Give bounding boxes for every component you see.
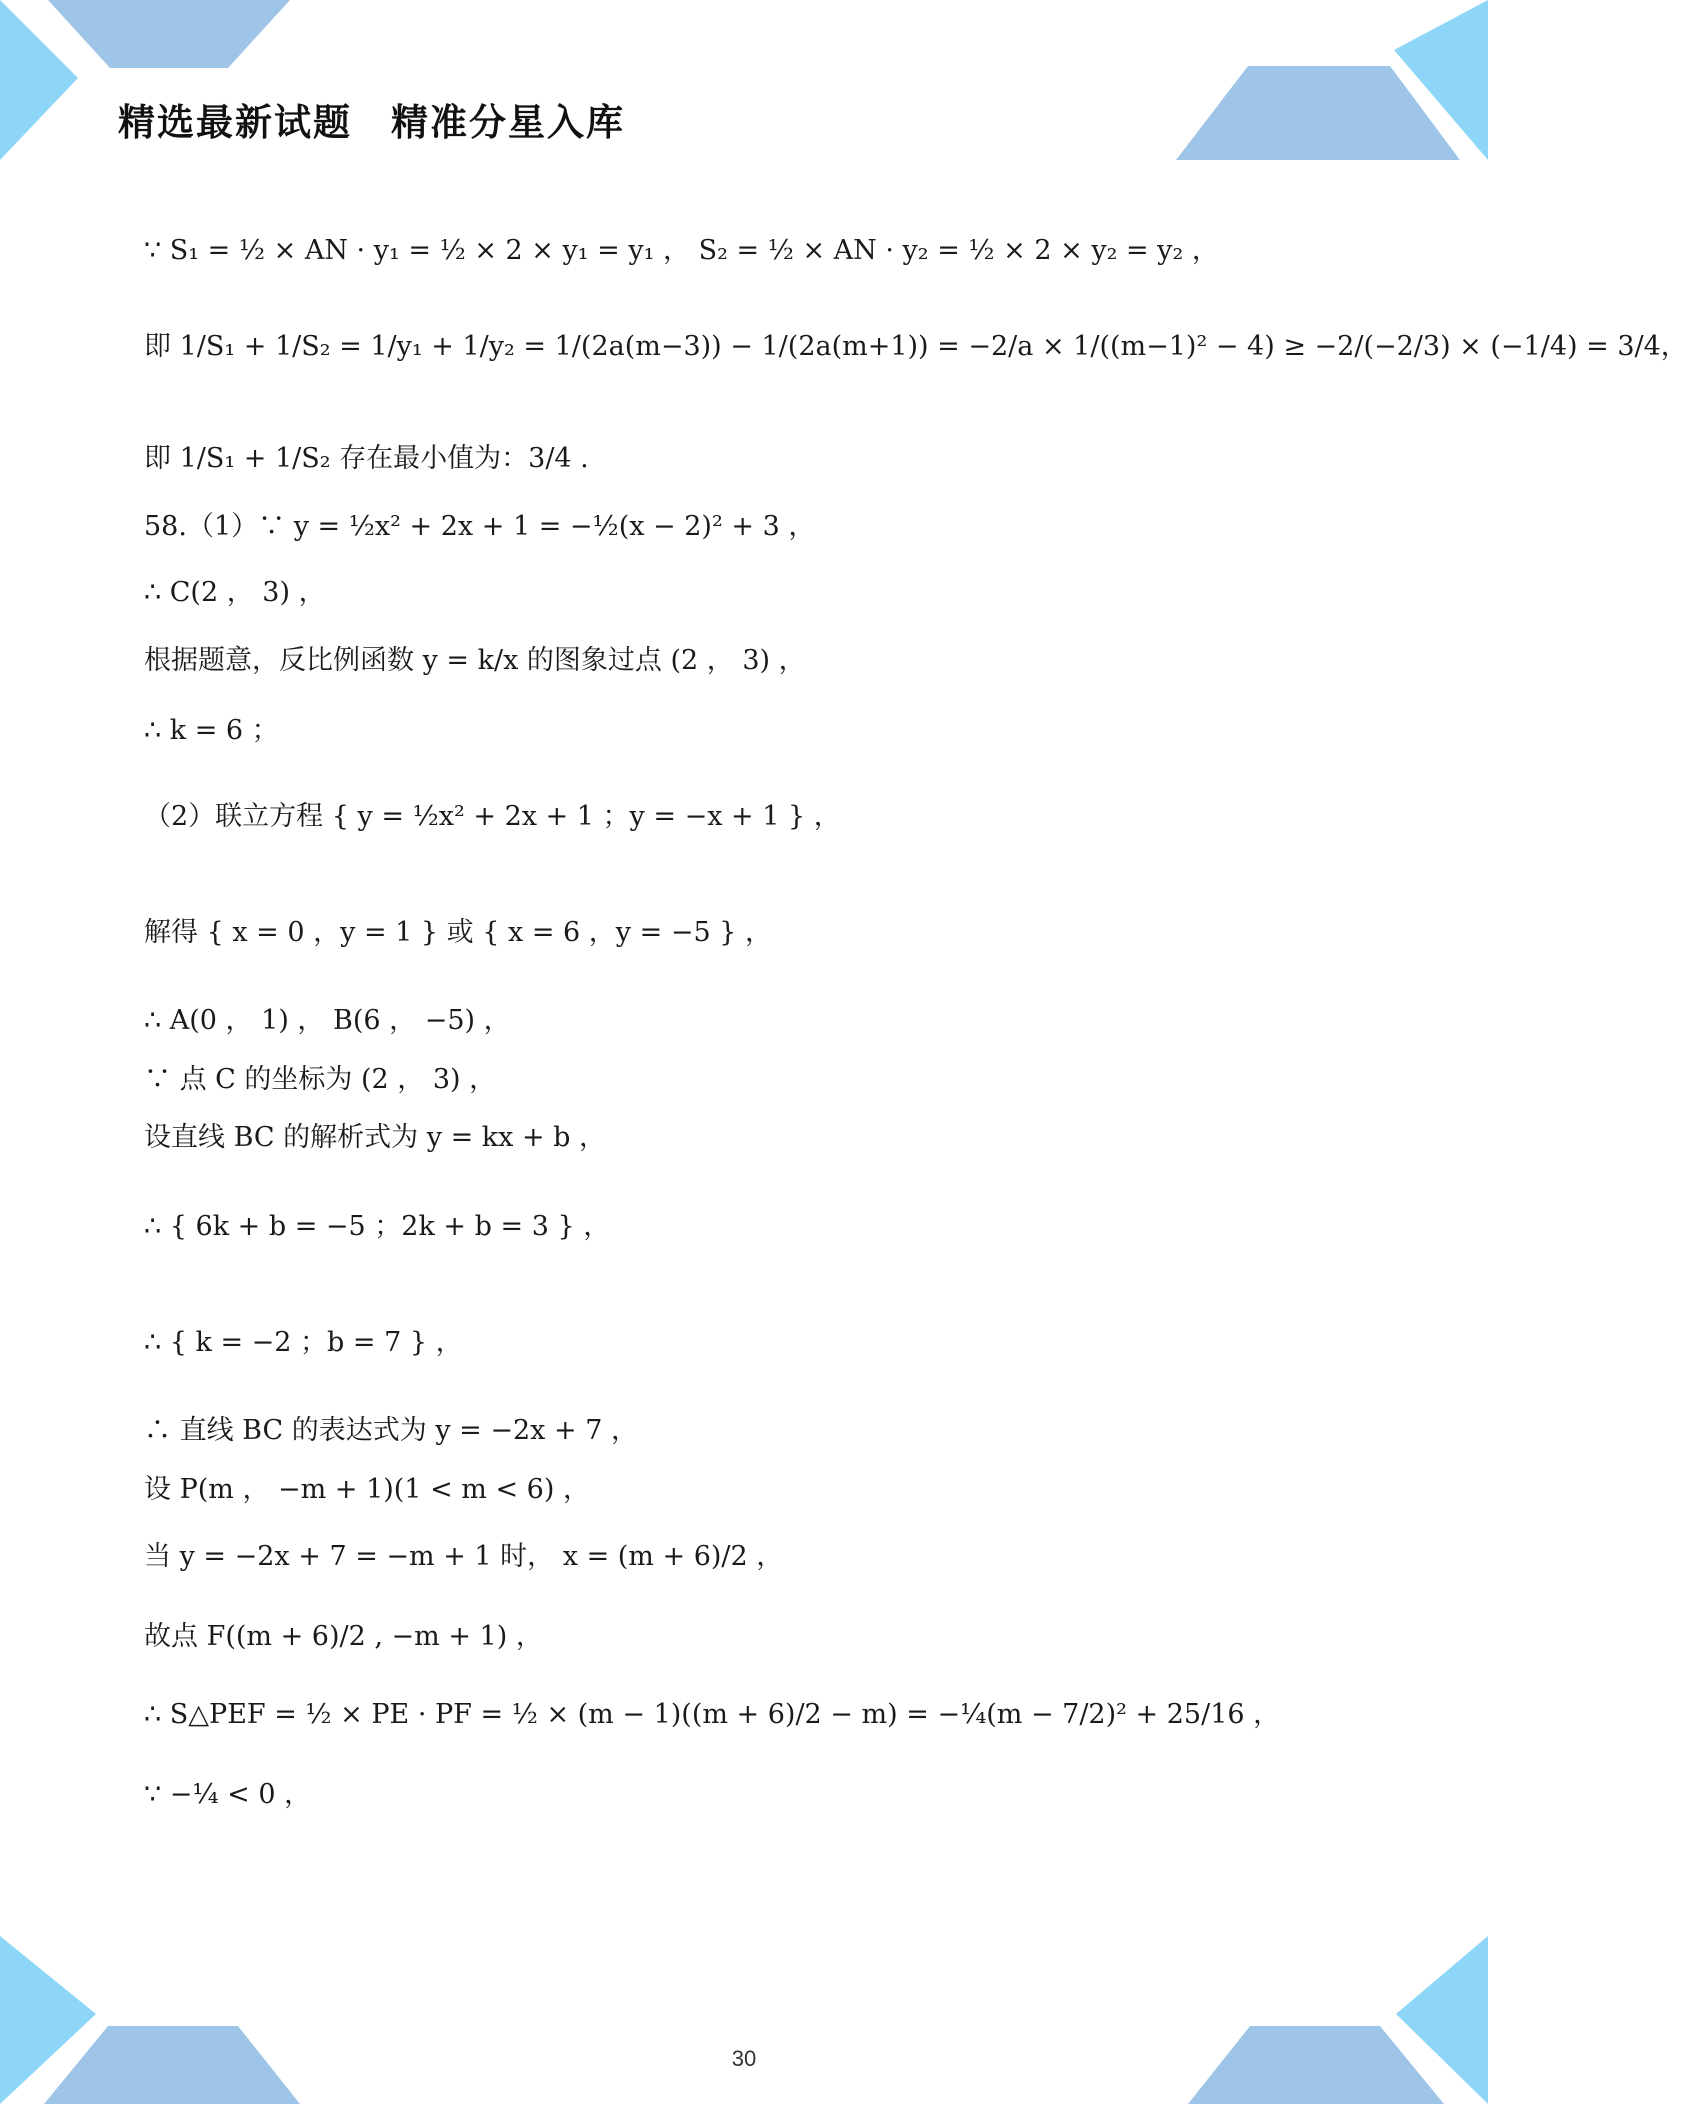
page-number: 30	[731, 2046, 757, 2071]
solution-line-4: 58.（1）∵ y = ½x² + 2x + 1 = −½(x − 2)² + 3 ，	[144, 511, 816, 542]
solution-line-16: 设 P(m ， −m + 1)(1 < m < 6) ，	[144, 1474, 590, 1505]
solution-line-19: ∴ S△PEF = ½ × PE · PF = ½ × (m − 1)((m + 6)/2 − m) = −¼(m − 7/2)² + 25/16 ，	[144, 1699, 1281, 1730]
solution-line-11: ∵ 点 C 的坐标为 (2 ， 3) ，	[144, 1064, 497, 1095]
solution-line-3: 即 1/S₁ + 1/S₂ 存在最小值为：3/4 .	[144, 443, 589, 474]
solution-line-7: ∴ k = 6 ；	[144, 715, 279, 746]
solution-line-15: ∴ 直线 BC 的表达式为 y = −2x + 7 ，	[144, 1415, 638, 1446]
solution-line-18: 故点 F((m + 6)/2 , −m + 1) ，	[144, 1621, 543, 1652]
solution-line-9: 解得 { x = 0 ，y = 1 } 或 { x = 6 ，y = −5 } ，	[144, 917, 772, 948]
solution-line-6: 根据题意，反比例函数 y = k/x 的图象过点 (2 ， 3) ，	[144, 645, 806, 676]
solution-line-5: ∴ C(2 ， 3) ，	[144, 577, 326, 608]
solution-line-2: 即 1/S₁ + 1/S₂ = 1/y₁ + 1/y₂ = 1/(2a(m−3)) − 1/(2a(m+1)) = −2/a × 1/((m−1)² − 4) ≥ −2/(−2/3) × (−1/4) = 3/4，	[144, 331, 1688, 362]
solution-line-20: ∵ −¼ < 0 ，	[144, 1779, 312, 1810]
solution-line-1: ∵ S₁ = ½ × AN · y₁ = ½ × 2 × y₁ = y₁ ， S₂ = ½ × AN · y₂ = ½ × 2 × y₂ = y₂ ，	[144, 235, 1219, 266]
solution-line-8: （2）联立方程 { y = ½x² + 2x + 1 ；y = −x + 1 } ，	[144, 801, 841, 832]
solution-line-14: ∴ { k = −2 ；b = 7 } ，	[144, 1327, 463, 1358]
solution-line-13: ∴ { 6k + b = −5 ；2k + b = 3 } ，	[144, 1211, 611, 1242]
header-title: 精选最新试题 精准分星入库	[118, 101, 625, 144]
solution-line-17: 当 y = −2x + 7 = −m + 1 时， x = (m + 6)/2 ，	[144, 1541, 784, 1572]
solution-line-12: 设直线 BC 的解析式为 y = kx + b ，	[144, 1122, 607, 1153]
corner-trapezoid-top-right	[1176, 66, 1460, 160]
corner-bar-top-left	[48, 0, 290, 68]
corner-triangle-top-left	[0, 0, 78, 160]
solution-line-10: ∴ A(0 ， 1) ， B(6 ， −5) ，	[144, 1005, 511, 1036]
